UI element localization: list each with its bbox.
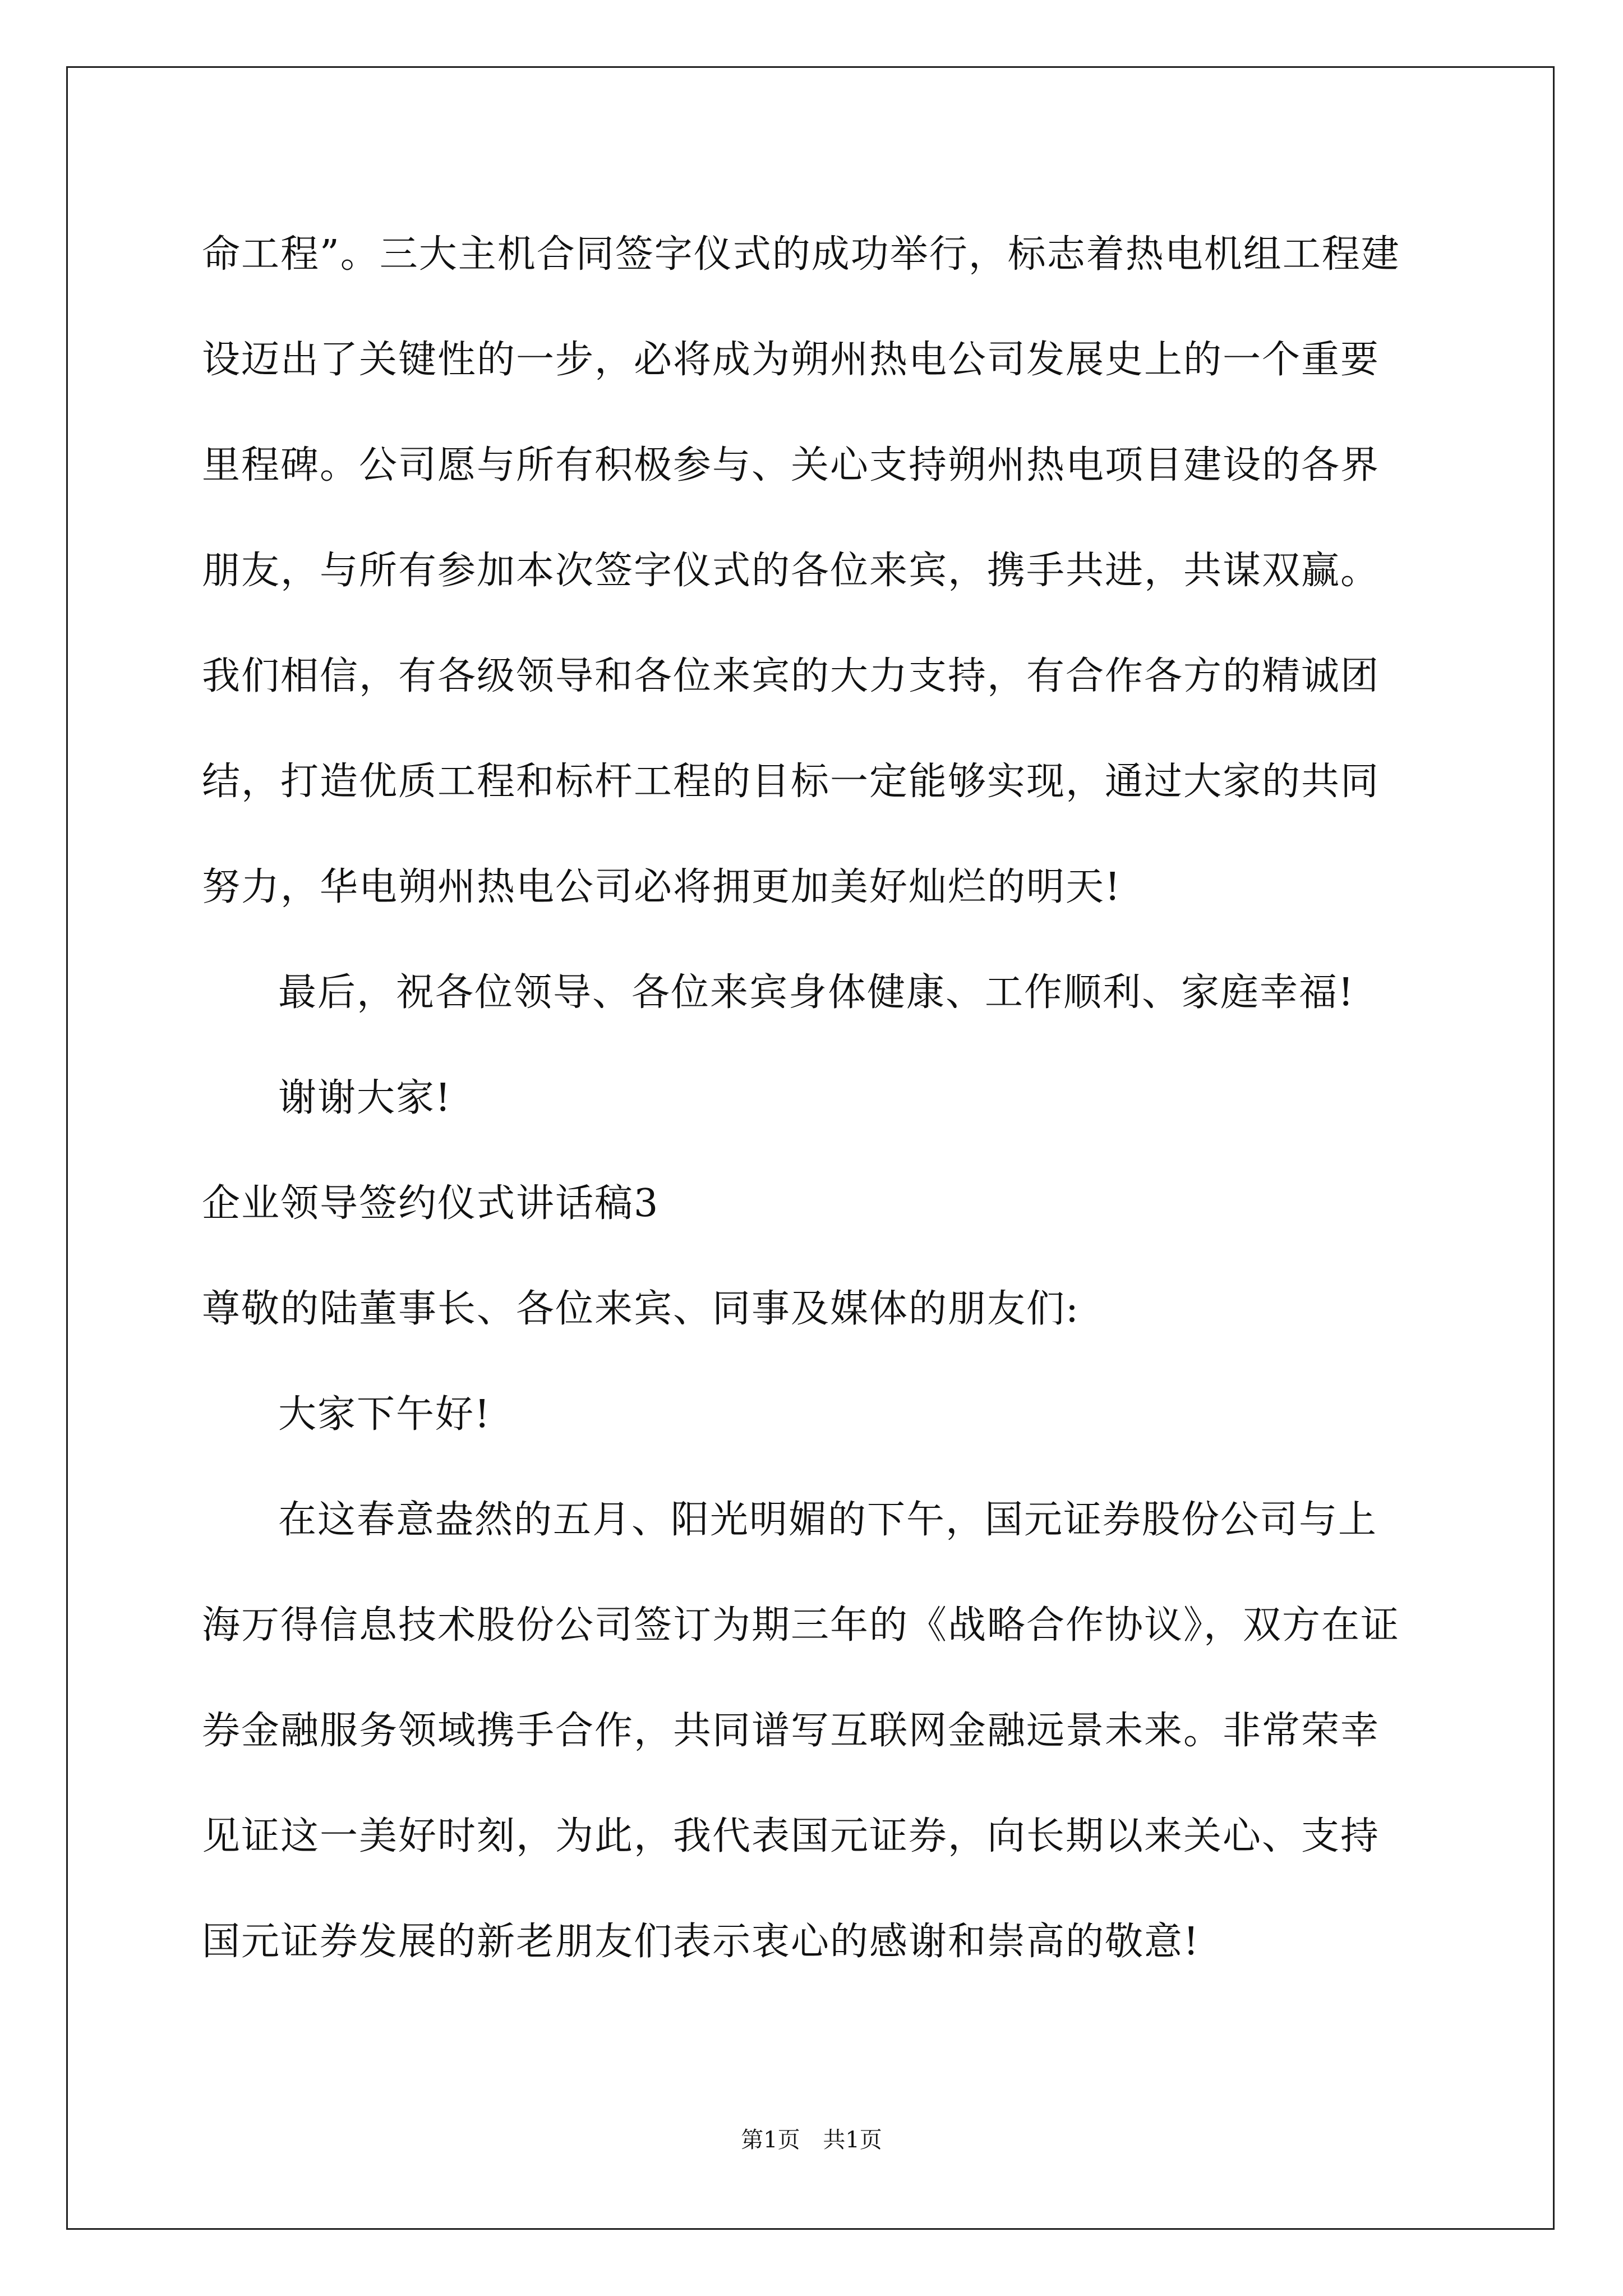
- page-total: 共1页: [823, 2127, 882, 2153]
- closing-wishes: 最后，祝各位领导、各位来宾身体健康、工作顺利、家庭幸福!: [278, 970, 1355, 1015]
- document-body: [202, 202, 1436, 1995]
- text-line-2: 设迈出了关键性的一步，必将成为朔州热电公司发展史上的一个重要: [202, 338, 1380, 382]
- text-line-4: 朋友，与所有参加本次签字仪式的各位来宾，携手共进，共谋双赢。: [202, 549, 1380, 593]
- text-line-5: 我们相信，有各级领导和各位来宾的大力支持，有合作各方的精诚团: [202, 654, 1380, 698]
- text-line-17: 国元证券发展的新老朋友们表示衷心的感谢和崇高的敬意!: [202, 1920, 1200, 1964]
- text-line-6: 结，打造优质工程和标杆工程的目标一定能够实现，通过大家的共同: [202, 760, 1380, 804]
- thanks-line: 谢谢大家!: [278, 1076, 452, 1120]
- section-title: 企业领导签约仪式讲话稿3: [202, 1181, 660, 1226]
- text-line-16: 见证这一美好时刻，为此，我代表国元证券，向长期以来关心、支持: [202, 1814, 1380, 1858]
- text-line-7: 努力，华电朔州热电公司必将拥更加美好灿烂的明天!: [202, 865, 1122, 909]
- text-line-1: 命工程”。三大主机合同签字仪式的成功举行，标志着热电机组工程建: [202, 232, 1400, 277]
- text-line-3: 里程碑。公司愿与所有积极参与、关心支持朔州热电项目建设的各界: [202, 443, 1380, 487]
- text-line-14: 海万得信息技术股份公司签订为期三年的《战略合作协议》，双方在证: [202, 1603, 1400, 1648]
- paragraph-start: 在这春意盎然的五月、阳光明媚的下午，国元证券股份公司与上: [278, 1498, 1378, 1542]
- salutation: 尊敬的陆董事长、各位来宾、同事及媒体的朋友们:: [202, 1287, 1080, 1331]
- text-line-15: 券金融服务领域携手合作，共同谱写互联网金融远景未来。非常荣幸: [202, 1709, 1380, 1753]
- greeting: 大家下午好!: [278, 1392, 491, 1437]
- page-number: 第1页: [741, 2127, 800, 2153]
- page-footer: [0, 2126, 1623, 2154]
